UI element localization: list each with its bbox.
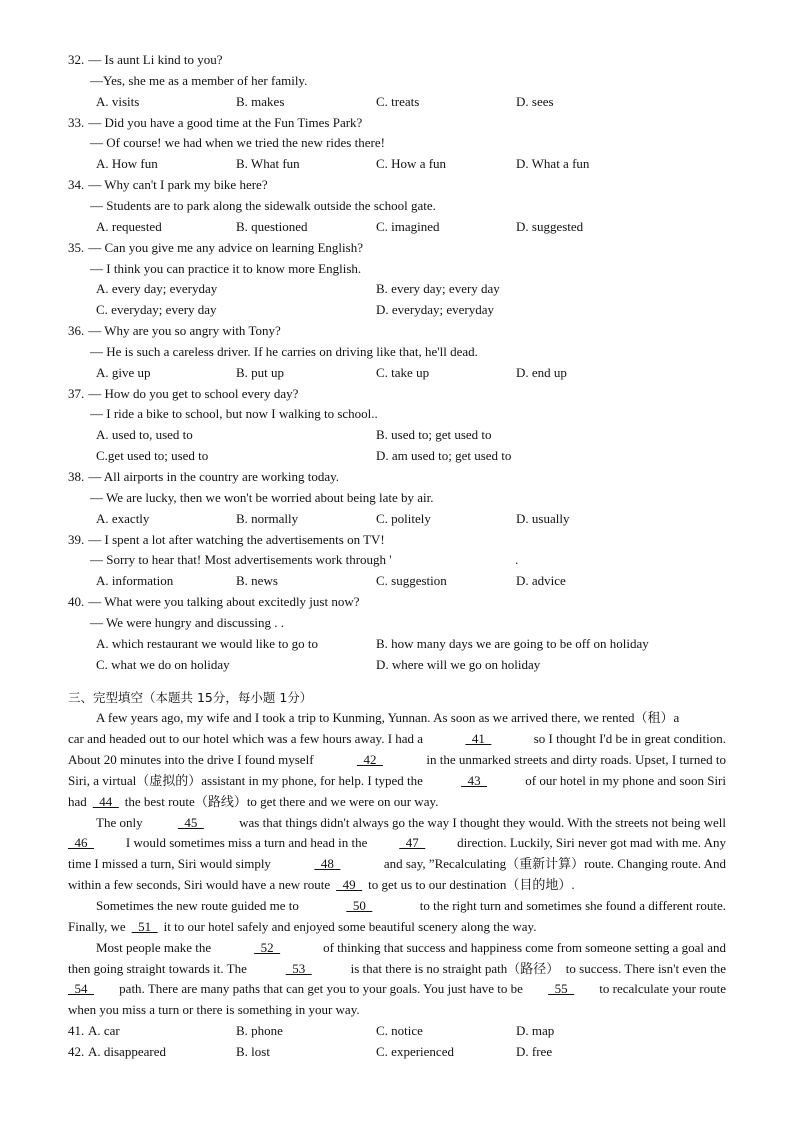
question-number: 35. (68, 239, 85, 255)
question-text: — All airports in the country are working today. (88, 469, 340, 484)
answer-option: C. How a fun (376, 156, 447, 172)
passage-line (96, 815, 726, 831)
passage-text: Siri, a virtual（虚拟的）assistant in my phone, for help. I typed the (68, 772, 423, 788)
answer-option: A. every day; everyday (96, 281, 218, 297)
passage-text: when you miss a turn or there is something in your way. (68, 1002, 360, 1018)
answer-option: C. experienced (376, 1043, 454, 1059)
answer-option: B. makes (236, 93, 285, 109)
answer-option: C. what we do on holiday (96, 656, 230, 672)
answer-option: D. What a fun (516, 156, 590, 172)
answer-option: A. used to, used to (96, 427, 193, 443)
question-reply: — I think you can practice it to know more English. (90, 260, 362, 276)
question-reply: — We are lucky, then we won't be worried about being late by air. (90, 489, 434, 505)
question-number: 39. (68, 531, 85, 547)
section-heading: 三、完型填空（本题共 15分，每小题 1分） (68, 689, 313, 705)
passage-text: to get us to our destination（目的地）. (368, 877, 575, 893)
answer-option: B. normally (236, 510, 299, 526)
question-reply: —Yes, she me as a member of her family. (90, 72, 308, 88)
cloze-number: 42. (68, 1043, 85, 1059)
answer-option: A. disappeared (88, 1043, 166, 1059)
question-text: — Did you have a good time at the Fun Times Park? (88, 114, 363, 130)
passage-text: car and headed out to our hotel which was a few hours away. I had a (68, 731, 424, 747)
passage-line (68, 856, 726, 872)
question-text: — How do you get to school every day? (88, 385, 299, 401)
passage-line (68, 919, 536, 935)
question-reply: — Sorry to hear that! Most advertisements work through ' (90, 552, 392, 568)
passage-text: of our hotel in my phone and soon Siri (525, 772, 726, 788)
question-stem (68, 594, 360, 610)
question-number: 32. (68, 52, 85, 67)
question-number: 40. (68, 594, 85, 610)
passage-line (68, 794, 438, 810)
answer-option: B. used to; get used to (376, 427, 492, 443)
passage-text: to the right turn and sometimes she found a different route. (419, 898, 726, 913)
answer-option: A. car (88, 1023, 120, 1039)
blank-number: 41 (465, 731, 492, 747)
question-reply-end: . (515, 552, 519, 568)
answer-option: D. usually (516, 510, 570, 526)
question-reply: — I ride a bike to school, but now I walking to school.. (90, 406, 378, 422)
blank-number: 44 (92, 793, 119, 809)
question-text: — Why are you so angry with Tony? (88, 323, 281, 339)
answer-option: D. map (516, 1023, 555, 1039)
blank-number: 50 (346, 898, 373, 913)
answer-option: C. imagined (376, 218, 440, 234)
passage-text: and say, ”Recalculating（重新计算）route. Changing route. And (383, 856, 726, 872)
passage-text: so I thought I'd be in great condition. (533, 731, 726, 747)
blank-number: 54 (68, 981, 94, 997)
passage-line (96, 710, 679, 726)
cloze-number: 41. (68, 1023, 85, 1039)
blank-number: 52 (254, 939, 281, 955)
question-text: — Can you give me any advice on learning English? (88, 239, 363, 255)
passage-text: I would sometimes miss a turn and head in the (125, 835, 368, 851)
blank-number: 43 (461, 772, 488, 788)
answer-option: D. end up (516, 364, 567, 380)
passage-text: within a few seconds, Siri would have a new route (68, 877, 331, 893)
blank-number: 47 (399, 835, 426, 851)
passage-line (68, 961, 726, 977)
question-stem (68, 177, 268, 193)
question-number: 37. (68, 385, 85, 401)
question-text: — Why can't I park my bike here? (88, 177, 268, 193)
passage-text: Most people make the (96, 939, 212, 955)
blank-number: 51 (131, 918, 158, 934)
answer-option: D. sees (516, 93, 554, 109)
passage-text: is that there is no straight path（路径） to success. There isn't even the (350, 960, 726, 976)
question-stem (68, 115, 362, 131)
question-reply: — Students are to park along the sidewalk outside the school gate. (90, 197, 436, 213)
answer-option: A. How fun (96, 156, 158, 172)
answer-option: D. everyday; everyday (376, 302, 495, 318)
question-number: 34. (68, 177, 85, 193)
passage-line (96, 940, 726, 956)
passage-line (68, 773, 726, 789)
blank-number: 55 (548, 981, 575, 997)
question-number: 33. (68, 114, 85, 130)
passage-text: direction. Luckily, Siri never got mad with me. Any (457, 835, 726, 851)
answer-option: C. everyday; every day (96, 302, 217, 318)
question-reply: — He is such a careless driver. If he carries on driving like that, he'll dead. (90, 343, 478, 359)
answer-option: B. put up (236, 364, 285, 380)
answer-option: C. notice (376, 1023, 423, 1039)
blank-number: 45 (177, 814, 204, 830)
answer-option: C. suggestion (376, 573, 447, 589)
passage-line (68, 731, 726, 747)
question-stem (68, 532, 385, 548)
answer-option: A. give up (96, 364, 151, 380)
passage-text: A few years ago, my wife and I took a trip to Kunming, Yunnan. As soon as we arrived there, we rented（租）a (96, 710, 680, 726)
question-text: — What were you talking about excitedly just now? (88, 594, 360, 610)
blank-number: 53 (285, 960, 312, 976)
passage-text: About 20 minutes into the drive I found myself (68, 752, 314, 768)
answer-option: B. how many days we are going to be off on holiday (376, 635, 649, 651)
question-number: 36. (68, 323, 85, 339)
answer-option: B. questioned (236, 218, 308, 234)
passage-text: the best route（路线）to get there and we were on our way. (124, 793, 439, 809)
passage-text: path. There are many paths that can get you to your goals. You just have to be (119, 981, 523, 997)
passage-text: it to our hotel safely and enjoyed some beautiful scenery along the way. (163, 918, 537, 934)
passage-line (68, 981, 726, 997)
answer-option: D. where will we go on holiday (376, 656, 541, 672)
question-text: — I spent a lot after watching the advertisements on TV! (88, 531, 385, 547)
passage-text: time I missed a turn, Siri would simply (68, 856, 271, 872)
answer-option: B. news (236, 573, 278, 589)
passage-text: had (68, 793, 87, 809)
question-stem (68, 52, 223, 68)
question-stem (68, 240, 363, 256)
question-text: — Is aunt Li kind to you? (88, 52, 223, 67)
question-reply: — We were hungry and discussing . . (90, 614, 285, 630)
question-stem (68, 386, 298, 402)
answer-option: D. suggested (516, 218, 584, 234)
answer-option: A. which restaurant we would like to go to (96, 635, 319, 651)
answer-option: D. am used to; get used to (376, 448, 512, 464)
blank-number: 46 (68, 835, 94, 851)
answer-option: C. treats (376, 93, 420, 109)
answer-option: A. requested (96, 218, 162, 234)
answer-option: C. politely (376, 510, 431, 526)
passage-text: Finally, we (68, 918, 126, 934)
passage-text: in the unmarked streets and dirty roads. Upset, I turned to (426, 752, 726, 768)
answer-option: A. visits (96, 93, 140, 109)
passage-line (68, 752, 726, 768)
answer-option: B. What fun (236, 156, 300, 172)
passage-text: of thinking that success and happiness come from someone setting a goal and (323, 939, 726, 955)
question-number: 38. (68, 469, 85, 484)
passage-text: Sometimes the new route guided me to (96, 898, 299, 913)
answer-option: B. lost (236, 1043, 270, 1059)
answer-option: A. exactly (96, 510, 150, 526)
answer-option: B. every day; every day (376, 281, 500, 297)
answer-option: D. advice (516, 573, 566, 589)
blank-number: 48 (314, 856, 341, 872)
answer-option: B. phone (236, 1023, 283, 1039)
passage-line (68, 877, 575, 893)
answer-option: D. free (516, 1043, 553, 1059)
blank-number: 42 (356, 752, 383, 768)
question-stem (68, 323, 281, 339)
answer-option: C. take up (376, 364, 430, 380)
passage-text: The only (96, 814, 143, 830)
question-stem (68, 469, 339, 485)
answer-option: C.get used to; used to (96, 448, 209, 464)
blank-number: 49 (336, 877, 363, 893)
passage-line (68, 835, 726, 851)
passage-line (68, 1002, 360, 1018)
answer-option: A. information (96, 573, 174, 589)
question-reply: — Of course! we had when we tried the new rides there! (90, 135, 385, 151)
passage-text: then going straight towards it. The (68, 960, 247, 976)
passage-line (96, 898, 726, 914)
passage-text: was that things didn't always go the way I thought they would. With the streets not being well (239, 814, 726, 830)
passage-text: to recalculate your route (599, 981, 726, 997)
